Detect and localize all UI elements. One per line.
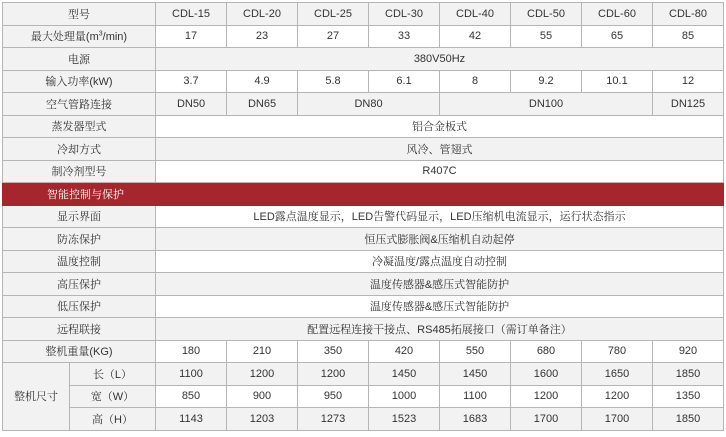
height-cell: 1273: [298, 408, 369, 431]
temperature-control-value: 冷凝温度/露点温度自动控制: [156, 250, 724, 273]
width-cell: 900: [227, 385, 298, 408]
remote-value: 配置远程连接干接点、RS485拓展接口（需订单备注）: [156, 318, 724, 341]
cooling-row: [3, 138, 724, 161]
remote-row: [3, 318, 724, 341]
width-cell: 1200: [582, 385, 653, 408]
max-capacity-cell: 55: [511, 25, 582, 48]
freeze-protection-value: 恒压式膨胀阀&压缩机自动起停: [156, 228, 724, 251]
refrigerant-label: 制冷剂型号: [3, 160, 156, 183]
section-title: 智能控制与保护: [3, 183, 724, 206]
air-pipe-cell: DN65: [227, 93, 298, 116]
width-label: 宽（W）: [70, 385, 156, 408]
max-capacity-cell: 17: [156, 25, 227, 48]
cooling-label: 冷却方式: [3, 138, 156, 161]
max-capacity-label-suffix: /min): [102, 31, 128, 44]
air-pipe-cell: DN125: [653, 93, 724, 116]
air-pipe-label: 空气管路连接: [3, 93, 156, 116]
refrigerant-row: [3, 160, 724, 183]
model-cell: CDL-25: [298, 3, 369, 26]
weight-cell: 680: [511, 340, 582, 363]
weight-label: 整机重量(KG): [3, 340, 156, 363]
width-cell: 1100: [440, 385, 511, 408]
spec-table: [2, 2, 724, 431]
model-cell: CDL-40: [440, 3, 511, 26]
header-row: [3, 3, 724, 26]
height-cell: 1700: [511, 408, 582, 431]
max-capacity-label-prefix: 最大处理量(m: [30, 31, 99, 44]
width-cell: 850: [156, 385, 227, 408]
low-pressure-label: 低压保护: [3, 295, 156, 318]
high-pressure-label: 高压保护: [3, 273, 156, 296]
model-cell: CDL-15: [156, 3, 227, 26]
cooling-value: 风冷、管翅式: [156, 138, 724, 161]
height-cell: 1143: [156, 408, 227, 431]
length-cell: 1450: [440, 363, 511, 386]
max-capacity-cell: 27: [298, 25, 369, 48]
width-cell: 1000: [369, 385, 440, 408]
model-cell: CDL-60: [582, 3, 653, 26]
length-cell: 1850: [653, 363, 724, 386]
model-cell: CDL-30: [369, 3, 440, 26]
low-pressure-row: [3, 295, 724, 318]
weight-cell: 550: [440, 340, 511, 363]
remote-label: 远程联接: [3, 318, 156, 341]
length-cell: 1100: [156, 363, 227, 386]
air-pipe-cell: DN100: [440, 93, 653, 116]
refrigerant-value: R407C: [156, 160, 724, 183]
length-cell: 1600: [511, 363, 582, 386]
max-capacity-cell: 33: [369, 25, 440, 48]
input-power-cell: 8: [440, 70, 511, 93]
input-power-cell: 3.7: [156, 70, 227, 93]
weight-cell: 180: [156, 340, 227, 363]
model-cell: CDL-50: [511, 3, 582, 26]
input-power-cell: 5.8: [298, 70, 369, 93]
max-capacity-cell: 65: [582, 25, 653, 48]
weight-cell: 780: [582, 340, 653, 363]
input-power-cell: 10.1: [582, 70, 653, 93]
length-cell: 1200: [227, 363, 298, 386]
dimension-length-row: [3, 363, 724, 386]
dimensions-label: 整机尺寸: [3, 363, 70, 431]
max-capacity-label-sup: 3: [98, 30, 103, 38]
air-pipe-row: [3, 93, 724, 116]
width-cell: 1200: [511, 385, 582, 408]
dimension-height-row: [3, 408, 724, 431]
air-pipe-cell: DN50: [156, 93, 227, 116]
section-header-row: [3, 183, 724, 206]
length-cell: 1650: [582, 363, 653, 386]
input-power-cell: 6.1: [369, 70, 440, 93]
input-power-cell: 4.9: [227, 70, 298, 93]
display-value: LED露点温度显示，LED告警代码显示，LED压缩机电流显示，运行状态指示: [156, 205, 724, 228]
freeze-protection-label: 防冻保护: [3, 228, 156, 251]
high-pressure-value: 温度传感器&感压式智能防护: [156, 273, 724, 296]
high-pressure-row: [3, 273, 724, 296]
height-cell: 1700: [582, 408, 653, 431]
max-capacity-cell: 85: [653, 25, 724, 48]
power-supply-row: [3, 48, 724, 71]
width-cell: 1350: [653, 385, 724, 408]
max-capacity-label: [3, 25, 156, 48]
input-power-cell: 12: [653, 70, 724, 93]
power-supply-label: 电源: [3, 48, 156, 71]
model-cell: CDL-20: [227, 3, 298, 26]
header-label: 型号: [3, 3, 156, 26]
max-capacity-cell: 42: [440, 25, 511, 48]
weight-cell: 920: [653, 340, 724, 363]
model-cell: CDL-80: [653, 3, 724, 26]
height-cell: 1523: [369, 408, 440, 431]
low-pressure-value: 温度传感器&感压式智能防护: [156, 295, 724, 318]
display-row: [3, 205, 724, 228]
height-cell: 1850: [653, 408, 724, 431]
evaporator-row: [3, 115, 724, 138]
weight-cell: 350: [298, 340, 369, 363]
input-power-row: [3, 70, 724, 93]
height-label: 高（H）: [70, 408, 156, 431]
weight-cell: 210: [227, 340, 298, 363]
temperature-control-row: [3, 250, 724, 273]
dimension-width-row: [3, 385, 724, 408]
temperature-control-label: 温度控制: [3, 250, 156, 273]
length-label: 长（L）: [70, 363, 156, 386]
length-cell: 1450: [369, 363, 440, 386]
max-capacity-row: [3, 25, 724, 48]
height-cell: 1683: [440, 408, 511, 431]
weight-cell: 420: [369, 340, 440, 363]
height-cell: 1203: [227, 408, 298, 431]
evaporator-value: 铝合金板式: [156, 115, 724, 138]
width-cell: 950: [298, 385, 369, 408]
length-cell: 1200: [298, 363, 369, 386]
max-capacity-cell: 23: [227, 25, 298, 48]
input-power-cell: 9.2: [511, 70, 582, 93]
evaporator-label: 蒸发器型式: [3, 115, 156, 138]
input-power-label: 输入功率(kW): [3, 70, 156, 93]
display-label: 显示界面: [3, 205, 156, 228]
air-pipe-cell: DN80: [298, 93, 440, 116]
power-supply-value: 380V50Hz: [156, 48, 724, 71]
weight-row: [3, 340, 724, 363]
freeze-protection-row: [3, 228, 724, 251]
